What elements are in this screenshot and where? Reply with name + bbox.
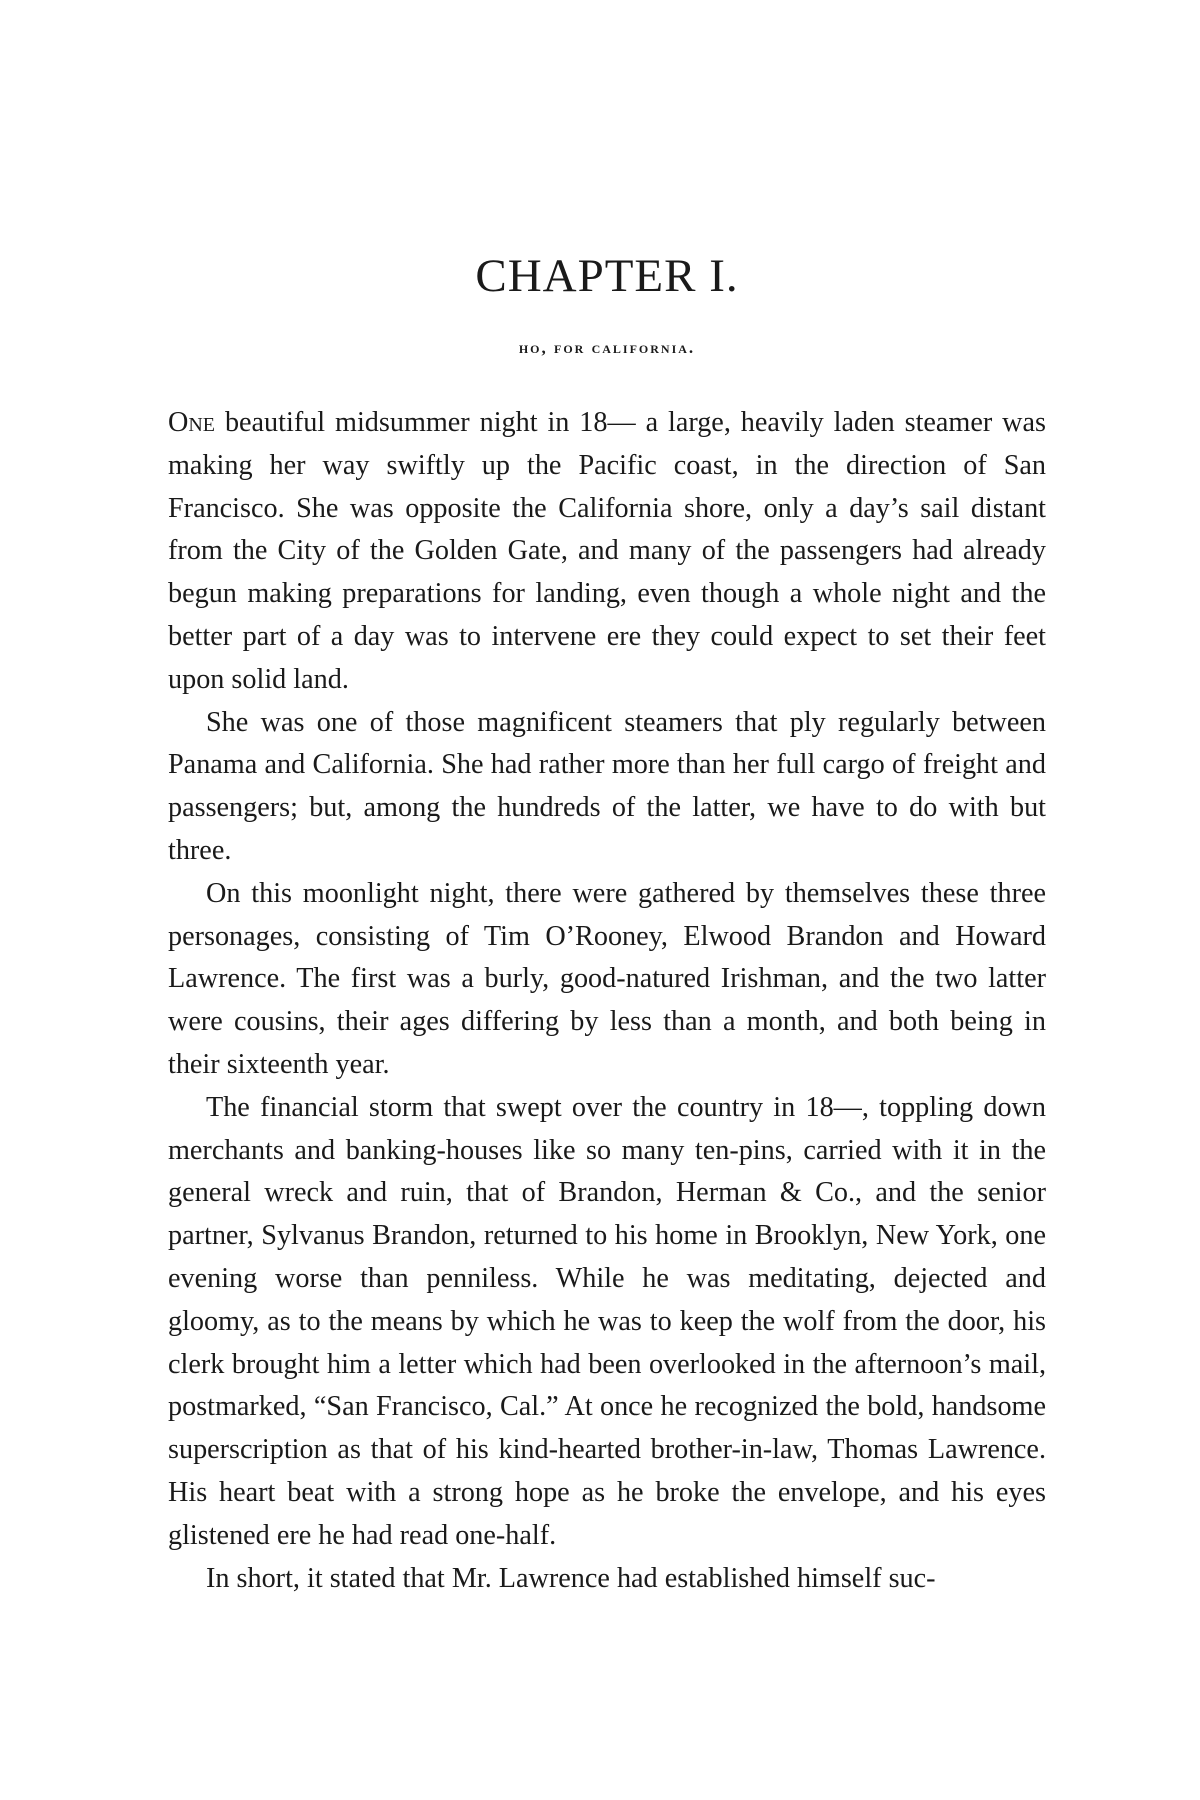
- paragraph-1-text: beautiful midsummer night in 18— a large, heavily laden steamer was making her way swiftly up the Pacific coast, in the direction of San Francisco. She was opposite the California shore, only a day’s sail distant from the City of the Golden Gate, and many of the passengers had already begun making preparations for landing, even though a whole night and the better part of a day was to intervene ere they could expect to set their feet upon solid land.: [168, 407, 1046, 695]
- chapter-subtitle: ho, for california.: [518, 338, 696, 357]
- paragraph-2: She was one of those magnificent steamers that ply regularly between Panama and California. She had rather more than her full cargo of freight and passengers; but, among the hundreds of the latter, we have to do with but three.: [168, 706, 1046, 866]
- paragraph-3: On this moonlight night, there were gathered by themselves these three personages, consisting of Tim O’Rooney, Elwood Brandon and Howard Lawrence. The first was a burly, good-natured Irishman, and the two latter were cousins, their ages differing by less than a month, and both being in their sixteenth year.: [168, 877, 1046, 1080]
- paragraph-5: In short, it stated that Mr. Lawrence had established himself suc-: [206, 1562, 936, 1594]
- paragraph-1-lead-word: One: [168, 407, 216, 438]
- chapter-title: CHAPTER I.: [475, 250, 739, 302]
- book-page: [168, 0, 1046, 1800]
- chapter-body: [168, 402, 1046, 1600]
- paragraph-1: [168, 402, 1046, 702]
- paragraph-4: The financial storm that swept over the country in 18—, toppling down merchants and banking-houses like so many ten-pins, carried with it in the general wreck and ruin, that of Brandon, Herman & Co., and the senior partner, Sylvanus Brandon, returned to his home in Brooklyn, New York, one evening worse than penniless. While he was meditating, dejected and gloomy, as to the means by which he was to keep the wolf from the door, his clerk brought him a letter which had been overlooked in the afternoon’s mail, postmarked, “San Francisco, Cal.” At once he recognized the bold, handsome superscription as that of his kind-hearted brother-in-law, Thomas Lawrence. His heart beat with a strong hope as he broke the envelope, and his eyes glistened ere he had read one-half.: [168, 1091, 1046, 1551]
